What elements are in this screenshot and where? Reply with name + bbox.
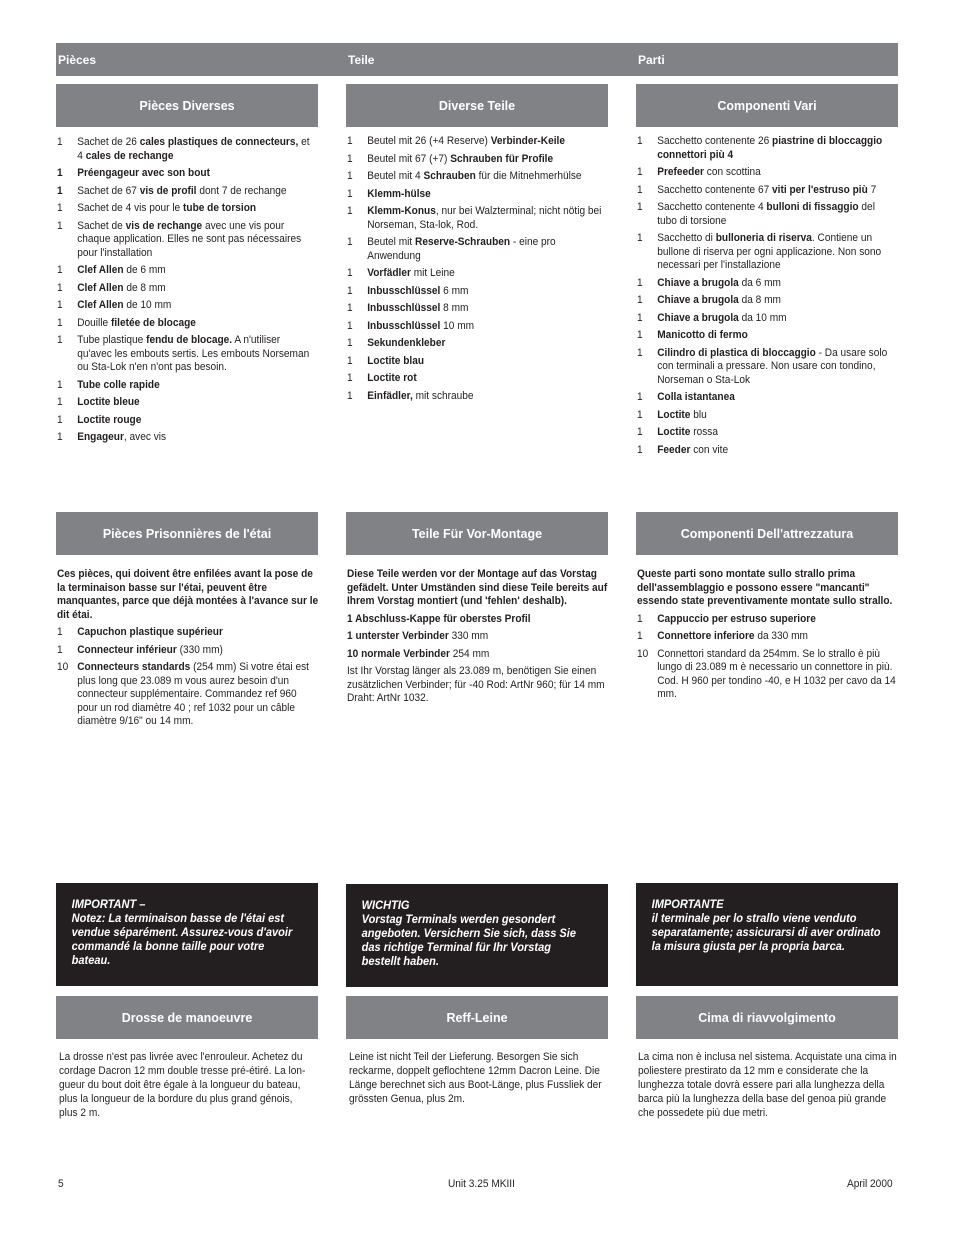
text: für die Mitnehmerhülse (475, 170, 582, 182)
item-quantity: 10 (637, 647, 649, 660)
list-item (637, 232, 895, 273)
bold-text: Loctite blau (367, 354, 425, 367)
list-item (637, 294, 895, 308)
preassembly-list-fr (57, 626, 319, 729)
text: Beutel mit (367, 236, 416, 248)
item-quantity: 1 (57, 431, 63, 443)
list-item (347, 302, 605, 316)
bold-text: Cilindro di plastica di bloccaggio (657, 346, 816, 359)
warning-title-fr: IMPORTANT – (71, 897, 146, 911)
item-description (367, 205, 604, 232)
item-description (657, 329, 894, 343)
text: 254 mm (449, 647, 490, 660)
furling-line-text-it: La cima non è inclusa nel sistema. Acquistate una cima in poliestere prestirato da 12 mm e considerate che la lunghezza totale dovrà essere pari alla lunghezza della barca più la lunghezza della base del genoa più grande che possedete più due metri. (638, 1051, 897, 1119)
bold-text: Feeder (657, 443, 691, 456)
preassembly-note-de: Ist Ihr Vorstag länger als 23.089 m, benötigen Sie einen zusätzlichen Verbinder; für -40 Rod: ArtNr 960; für 14 mm Draht: ArtNr 1032. (347, 665, 605, 704)
warning-text-it: il terminale per lo strallo viene venduto separatamente; assicurarsi di aver ordinato la misura giusta per la propria barca. (651, 911, 881, 953)
item-description (77, 185, 314, 199)
item-quantity: 1 (637, 630, 643, 642)
bold-text: Klemm-hülse (367, 187, 431, 200)
bold-text: Clef Allen (77, 299, 124, 311)
text: rossa (690, 426, 718, 438)
text: et 4 (77, 136, 310, 162)
section-preassembly-fr: Pièces Prisonnières de l'étai (56, 512, 318, 555)
bold-text: Connecteur inférieur (77, 643, 177, 656)
item-description (77, 264, 314, 278)
bold-text: Sekundenkleber (367, 337, 446, 349)
item-quantity: 1 (57, 184, 63, 197)
item-quantity: 10 (57, 661, 69, 673)
bold-text: Capuchon plastique supérieur (77, 626, 223, 638)
item-description (657, 648, 899, 702)
text: Sacchetto contenente 67 (657, 183, 773, 196)
bold-text: Tube colle rapide (77, 378, 160, 391)
item-description (657, 166, 894, 180)
bold-text: Loctite bleue (77, 396, 140, 408)
furling-line-text-fr: La drosse n'est pas livrée avec l'enrouleur. Achetez du cordage Dacron 12 mm double tresse pré-étiré. La lon-gueur du bout doit être égale à la longueur du bateau, plus la longueur de la bordure du plus grand génois, plus 2 m. (59, 1051, 306, 1119)
item-quantity: 1 (57, 219, 63, 232)
item-description (367, 236, 604, 263)
text: de 8 mm (123, 281, 166, 294)
list-item (57, 317, 315, 331)
text: 8 mm (440, 302, 469, 314)
list-item (57, 220, 315, 261)
list-item (637, 426, 895, 440)
item-quantity: 1 (637, 135, 643, 147)
list-item (637, 391, 895, 405)
item-quantity: 1 (637, 183, 643, 196)
bold-text: viti per l'estruso più (772, 183, 868, 196)
text: Sachet de (77, 219, 126, 232)
bold-text: cales plastiques de connecteurs, (139, 136, 299, 148)
bold-text: Klemm-Konus (367, 205, 436, 217)
list-item (347, 355, 605, 369)
text: Sachet de 4 vis pour le (77, 202, 184, 214)
item-description (77, 136, 314, 163)
list-item (637, 277, 895, 291)
preassembly-de (347, 568, 609, 710)
item-description (367, 302, 604, 316)
item-description (367, 188, 604, 202)
bold-text: filetée de blocage (110, 316, 196, 329)
text: mit schraube (412, 389, 474, 402)
bold-text: Verbinder-Keile (490, 135, 565, 147)
bold-text: Vorfädler (367, 267, 411, 279)
list-item (57, 167, 315, 181)
text: , nur bei Walzterminal; nicht nötig bei Norseman, Sta-lok, Rod. (367, 205, 602, 231)
item-description (657, 201, 894, 228)
bold-text: fendu de blocage. (146, 334, 233, 346)
text: da 8 mm (738, 294, 781, 306)
list-item (57, 661, 319, 729)
list-item (57, 644, 319, 658)
item-quantity: 1 (637, 329, 643, 341)
item-description (657, 426, 894, 440)
item-description (367, 153, 604, 167)
warning-text-fr: Notez: La terminaison basse de l'étai est vendue séparément. Assurez-vous d'avoir commandé la bonne taille pour votre bateau. (71, 911, 293, 967)
text: Sachet de 67 (77, 184, 140, 197)
text: Douille (77, 316, 111, 329)
item-quantity: 1 (57, 396, 63, 408)
list-item (637, 648, 899, 702)
list-item (347, 613, 609, 627)
text: da 6 mm (738, 276, 781, 289)
item-quantity: 1 (637, 311, 643, 324)
bold-text: Reserve-Schrauben (415, 236, 511, 248)
text: blu (690, 408, 707, 421)
item-quantity: 1 (637, 426, 643, 438)
item-quantity: 1 (637, 346, 643, 359)
section-furling-line-it: Cima di riavvolgimento (636, 996, 898, 1039)
item-description (77, 396, 314, 410)
bold-text: tube de torsion (183, 202, 257, 214)
list-item (637, 312, 895, 326)
warning-title-it: IMPORTANTE (651, 897, 724, 911)
list-item (347, 188, 605, 202)
list-item (57, 202, 315, 216)
furling-line-text-de: Leine ist nicht Teil der Lieferung. Besorgen Sie sich reckarme, doppelt geflochtene 12mm Dacron Leine. Die Länge berechnet sich aus Boot-Länge, plus Fussliek der grössten Genua, plus 2m. (349, 1051, 602, 1105)
bold-text: bulloneria di riserva (715, 232, 812, 244)
preassembly-lines-de (347, 613, 609, 662)
parts-list-fr (57, 136, 315, 449)
bold-text: Inbusschlüssel (367, 284, 441, 297)
section-preassembly-it: Componenti Dell'attrezzatura (636, 512, 898, 555)
list-item (347, 236, 605, 263)
item-description (77, 626, 319, 640)
item-description (77, 379, 314, 393)
text: Sachet de 26 (77, 136, 140, 148)
item-description (657, 312, 894, 326)
item-description (367, 355, 604, 369)
list-item (637, 329, 895, 343)
bold-text: Loctite (657, 408, 691, 421)
page-number: 5 (58, 1178, 64, 1190)
item-quantity: 1 (347, 284, 353, 297)
list-item (347, 337, 605, 351)
bold-text: Loctite rouge (77, 413, 142, 426)
bold-text: Prefeeder (657, 166, 704, 178)
bold-text: Chiave a brugola (657, 276, 739, 289)
bold-text: Engageur (77, 431, 124, 443)
item-quantity: 1 (57, 299, 63, 311)
item-quantity: 1 (347, 135, 353, 147)
text: de 6 mm (123, 264, 166, 276)
warning-text-de: Vorstag Terminals werden gesondert angeboten. Versichern Sie sich, dass Sie das richtige Terminal für Ihr Vorstag bestellt haben. (361, 912, 576, 968)
section-preassembly-de: Teile Für Vor-Montage (346, 512, 608, 555)
bold-text: Schrauben (423, 170, 476, 182)
bold-text: Schrauben für Profile (450, 152, 554, 165)
item-description (77, 414, 314, 428)
list-item (637, 347, 895, 388)
item-description (657, 294, 894, 308)
text: 6 mm (440, 284, 469, 297)
list-item (637, 166, 895, 180)
list-item (347, 135, 605, 149)
bold-text: piastrine di bloccaggio connettori più 4 (657, 135, 883, 161)
bold-text: 10 normale Verbinder (347, 647, 450, 660)
item-quantity: 1 (57, 626, 63, 638)
list-item (347, 372, 605, 386)
item-quantity: 1 (347, 319, 353, 332)
preassembly-intro-fr: Ces pièces, qui doivent être enfilées avant la pose de la terminaison basse sur l'étai, peuvent être manquantes, parce que déjà montées à l'avance sur le dit étai. (57, 568, 319, 621)
item-quantity: 1 (347, 354, 353, 367)
language-header-bar (56, 43, 898, 76)
item-quantity: 1 (347, 170, 353, 182)
warning-title-de: WICHTIG (361, 898, 410, 912)
item-quantity: 1 (57, 167, 63, 179)
section-misc-parts-de: Diverse Teile (346, 84, 608, 127)
item-quantity: 1 (57, 643, 63, 656)
item-description (77, 431, 314, 445)
item-description (657, 184, 894, 198)
text: 330 mm (448, 630, 489, 642)
item-quantity: 1 (637, 276, 643, 289)
text: 10 mm (440, 319, 475, 332)
item-description (657, 409, 894, 423)
item-quantity: 1 (637, 166, 643, 178)
list-item (347, 285, 605, 299)
warning-box-it (636, 883, 898, 986)
bold-text: Chiave a brugola (657, 311, 739, 324)
text: con vite (690, 443, 729, 456)
text: Sacchetto contenente 26 (657, 135, 773, 147)
item-quantity: 1 (637, 201, 643, 213)
item-description (657, 444, 894, 458)
text: Sacchetto di (657, 232, 716, 244)
list-item (57, 185, 315, 199)
list-item (347, 648, 609, 662)
item-description (367, 390, 604, 404)
list-item (347, 170, 605, 184)
section-furling-line-fr: Drosse de manoeuvre (56, 996, 318, 1039)
list-item (57, 264, 315, 278)
preassembly-fr (57, 568, 319, 733)
list-item (57, 396, 315, 410)
footer-unit: Unit 3.25 MKIII (448, 1178, 515, 1190)
bold-text: Inbusschlüssel (367, 319, 441, 332)
item-description (657, 391, 894, 405)
bold-text: Inbusschlüssel (367, 302, 441, 314)
bold-text: Cappuccio per estruso superiore (657, 612, 816, 625)
text: (254 mm) Si votre étai est plus long que 23.089 m vous aurez besoin d'un connecteur supplémentaire. Commandez ref 960 pour un rod diamètre 40 ; ref 1032 pour un câble diamètre 9/16" ou 14 mm. (77, 661, 309, 727)
item-description (77, 661, 319, 729)
list-item (57, 626, 319, 640)
item-description (367, 170, 604, 184)
bold-text: cales de rechange (85, 149, 174, 162)
list-item (347, 630, 609, 644)
item-description (367, 372, 604, 386)
item-quantity: 1 (57, 202, 63, 214)
list-item (57, 414, 315, 428)
item-quantity: 1 (57, 136, 63, 148)
list-item (347, 267, 605, 281)
item-quantity: 1 (637, 443, 643, 456)
text: Sacchetto contenente 4 (657, 201, 767, 213)
item-description (77, 202, 314, 216)
bold-text: vis de profil (139, 184, 197, 197)
bold-text: Clef Allen (77, 281, 124, 294)
list-item (347, 153, 605, 167)
item-description (367, 320, 604, 334)
list-item (57, 334, 315, 375)
text: . Contiene un bullone di riserva per ogni applicazione. Non sono necessari per l'installazione (657, 232, 882, 271)
bold-text: Colla istantanea (657, 391, 735, 403)
bold-text: Chiave a brugola (657, 294, 739, 306)
header-fr: Pièces (58, 53, 97, 67)
list-item (637, 630, 899, 644)
list-item (57, 299, 315, 313)
text: Beutel mit 4 (367, 170, 424, 182)
bold-text: Loctite rot (367, 372, 417, 384)
item-quantity: 1 (57, 413, 63, 426)
preassembly-intro-it: Queste parti sono montate sullo strallo prima dell'assemblaggio e possono essere "mancanti" essendo state preventivamente montate sullo strallo. (637, 568, 893, 607)
section-misc-parts-it: Componenti Vari (636, 84, 898, 127)
text: Beutel mit 67 (+7) (367, 152, 451, 165)
list-item (57, 282, 315, 296)
list-item (637, 613, 899, 627)
item-description (77, 220, 314, 261)
bold-text: 1 unterster Verbinder (347, 630, 449, 642)
text: dont 7 de rechange (196, 184, 287, 197)
item-quantity: 1 (57, 281, 63, 294)
text: de 10 mm (123, 299, 172, 311)
item-quantity: 1 (637, 612, 643, 625)
text: Connettori standard da 254mm. Se lo strallo è più lungo di 23.089 m è necessario un connettore in più. Cod. H 960 per tondino -40, e H 1032 per cavo da 14 mm. (657, 647, 896, 700)
list-item (347, 390, 605, 404)
text: 7 (867, 183, 877, 196)
text: da 330 mm (754, 630, 808, 642)
item-quantity: 1 (347, 337, 353, 349)
bold-text: bulloni di fissaggio (766, 201, 859, 213)
text: mit Leine (410, 267, 455, 279)
list-item (347, 320, 605, 334)
item-description (367, 267, 604, 281)
item-description (367, 135, 604, 149)
bold-text: Préengageur avec son bout (77, 167, 210, 179)
item-quantity: 1 (57, 334, 63, 346)
preassembly-intro-de: Diese Teile werden vor der Montage auf das Vorstag gefädelt. Unter Umständen sind diese Teile bereits auf Ihrem Vorstag montiert (und 'fehlen' deshalb). (347, 568, 608, 607)
text: - eine pro Anwendung (367, 236, 556, 262)
list-item (637, 201, 895, 228)
footer-date: April 2000 (847, 1178, 893, 1190)
item-description (657, 232, 894, 273)
item-quantity: 1 (57, 264, 63, 276)
text: Beutel mit 26 (+4 Reserve) (367, 135, 491, 147)
bold-text: Loctite (657, 426, 691, 438)
item-description (77, 167, 314, 181)
list-item (57, 379, 315, 393)
preassembly-it (637, 568, 899, 706)
bold-text: Connettore inferiore (657, 630, 755, 642)
list-item (57, 431, 315, 445)
item-description (657, 347, 894, 388)
item-description (367, 285, 604, 299)
item-description (77, 317, 314, 331)
bold-text: Clef Allen (77, 264, 124, 276)
item-description (77, 644, 319, 658)
item-description (77, 282, 314, 296)
item-quantity: 1 (637, 391, 643, 403)
item-description (77, 334, 314, 375)
text: avec une vis pour chaque application. Elles ne sont pas nécessaires pour l'installation (77, 219, 302, 259)
parts-list-it (637, 135, 895, 461)
text: da 10 mm (738, 311, 787, 324)
section-furling-line-de: Reff-Leine (346, 996, 608, 1039)
section-misc-parts-fr: Pièces Diverses (56, 84, 318, 127)
item-quantity: 1 (637, 232, 643, 244)
text: A n'utiliser qu'avec les embouts sertis. Les embouts Norseman ou Sta-Lok n'en n'ont pas besoin. (77, 334, 310, 373)
list-item (347, 205, 605, 232)
bold-text: vis de rechange (125, 219, 203, 232)
item-description (77, 299, 314, 313)
bold-text: Einfädler, (367, 389, 413, 402)
text: del tubo di torsione (657, 201, 875, 227)
preassembly-list-it (637, 613, 899, 702)
item-description (367, 337, 604, 351)
item-quantity: 1 (347, 389, 353, 402)
item-description (657, 277, 894, 291)
text: Tube plastique (77, 334, 147, 346)
item-quantity: 1 (347, 187, 353, 200)
warning-box-de (346, 884, 608, 987)
text: (330 mm) (176, 643, 223, 656)
item-quantity: 1 (347, 372, 353, 384)
list-item (637, 444, 895, 458)
parts-list-de (347, 135, 605, 407)
bold-text: Connecteurs standards (77, 661, 191, 673)
item-quantity: 1 (347, 205, 353, 217)
list-item (637, 409, 895, 423)
list-item (57, 136, 315, 163)
warning-box-fr (56, 883, 318, 986)
item-quantity: 1 (347, 236, 353, 248)
item-quantity: 1 (57, 316, 63, 329)
item-quantity: 1 (347, 152, 353, 165)
item-quantity: 1 (637, 294, 643, 306)
item-quantity: 1 (347, 302, 353, 314)
item-description (657, 630, 899, 644)
bold-text: 1 Abschluss-Kappe für oberstes Profil (347, 612, 531, 625)
item-description (657, 135, 894, 162)
item-quantity: 1 (347, 267, 353, 279)
bold-text: Manicotto di fermo (657, 329, 748, 341)
list-item (637, 184, 895, 198)
text: - Da usare solo con terminali a pressare. Non usare con tondino, Norseman o Sta-Lok (657, 346, 888, 386)
item-description (657, 613, 899, 627)
text: , avec vis (123, 431, 167, 443)
text: con scottina (703, 166, 761, 178)
item-quantity: 1 (637, 408, 643, 421)
header-it: Parti (638, 53, 665, 67)
header-de: Teile (348, 53, 375, 67)
list-item (637, 135, 895, 162)
item-quantity: 1 (57, 378, 63, 391)
